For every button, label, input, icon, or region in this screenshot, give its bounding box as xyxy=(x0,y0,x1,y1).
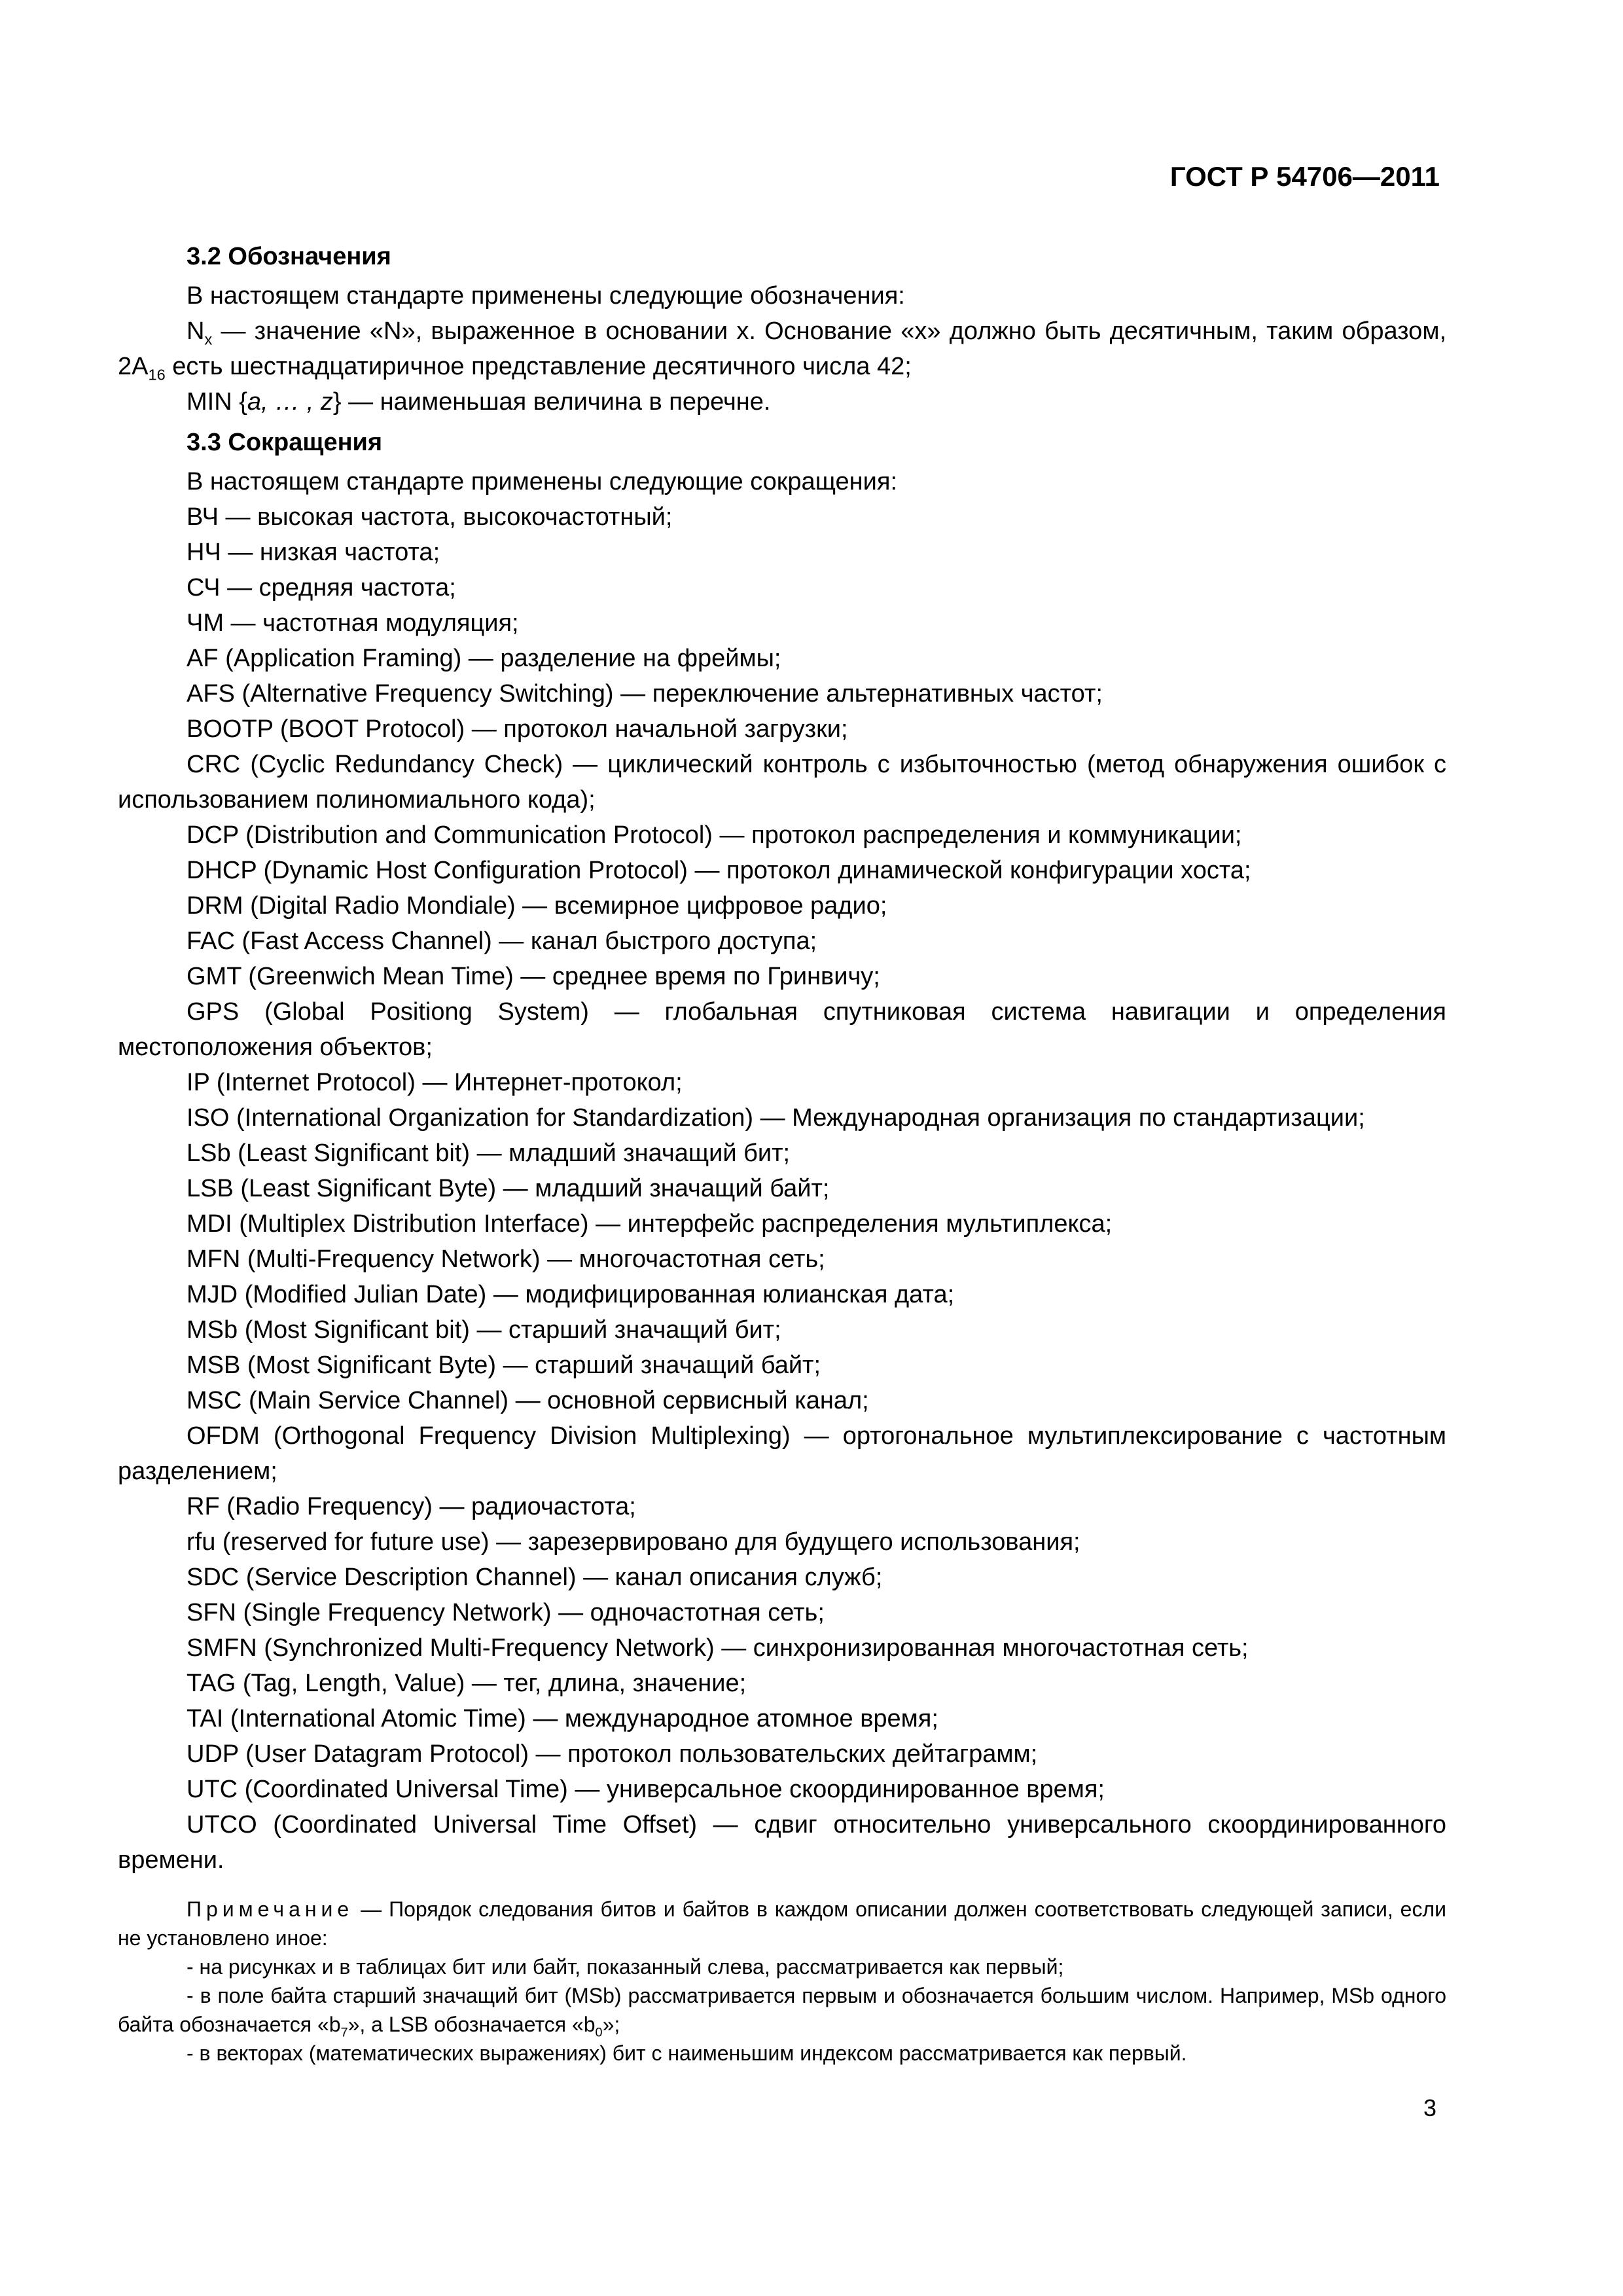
nx-text-a: — значение «N», выраженное в основании x. Основание «x» должно быть десятичным, таким образом, 2A xyxy=(118,317,1446,380)
abbreviation-item: CRC (Cyclic Redundancy Check) — циклический контроль с избыточностью (метод обнаружения ошибок с использованием полиномиального кода); xyxy=(118,751,1446,814)
note-lead-text: — Порядок следования битов и байтов в каждом описании должен соответствовать следующей записи, если не установлено иное: xyxy=(118,1897,1446,1950)
abbreviation-item: LSB (Least Significant Byte) — младший значащий байт; xyxy=(187,1175,830,1202)
abbreviation-item: UDP (User Datagram Protocol) — протокол пользовательских дейтаграмм; xyxy=(187,1740,1038,1768)
note-line2-a: - в поле байта старший значащий бит (MSb) рассматривается первым и обозначается большим числом. Например, MSb одного байта обозначается «b xyxy=(118,1984,1446,2036)
note-line: - в векторах (математических выражениях) бит с наименьшим индексом рассматривается как первый. xyxy=(187,2041,1187,2065)
abbreviation-item: НЧ — низкая частота; xyxy=(187,539,440,566)
abbreviation-item: rfu (reserved for future use) — зарезервировано для будущего использования; xyxy=(187,1528,1080,1556)
abbreviation-item: ВЧ — высокая частота, высокочастотный; xyxy=(187,503,673,531)
abbreviation-item: MSC (Main Service Channel) — основной сервисный канал; xyxy=(187,1387,869,1414)
note-line2-b: », а LSB обозначается «b xyxy=(348,2013,596,2036)
abbreviation-item: SMFN (Synchronized Multi-Frequency Network) — синхронизированная многочастотная сеть; xyxy=(187,1634,1249,1662)
section-heading-3-2: 3.2 Обозначения xyxy=(187,243,391,270)
abbreviation-item: SFN (Single Frequency Network) — одночастотная сеть; xyxy=(187,1599,825,1626)
abbreviation-item: MDI (Multiplex Distribution Interface) — интерфейс распределения мультиплекса; xyxy=(187,1210,1113,1238)
abbreviation-item: RF (Radio Frequency) — радиочастота; xyxy=(187,1493,636,1520)
note-sub-0: 0 xyxy=(595,2025,603,2040)
abbreviation-item: BOOTP (BOOT Protocol) — протокол начальной загрузки; xyxy=(187,715,848,743)
note-sub-7: 7 xyxy=(340,2025,348,2040)
abbreviation-item: MFN (Multi-Frequency Network) — многочастотная сеть; xyxy=(187,1246,825,1273)
abbreviation-item: DHCP (Dynamic Host Configuration Protocol) — протокол динамической конфигурации хоста; xyxy=(187,857,1251,884)
nx-subscript: x xyxy=(204,331,213,348)
abbreviation-item: SDC (Service Description Channel) — канал описания служб; xyxy=(187,1564,883,1591)
abbreviation-item: ISO (International Organization for Standardization) — Международная организация по стандартизации; xyxy=(187,1104,1365,1132)
abbreviation-item: СЧ — средняя частота; xyxy=(187,574,456,601)
body-text xyxy=(118,239,1446,2068)
document-code: ГОСТ Р 54706—2011 xyxy=(1169,161,1440,192)
abbreviation-item: GPS (Global Positiong System) — глобальная спутниковая система навигации и определения местоположения объектов; xyxy=(118,998,1446,1061)
page-number: 3 xyxy=(1423,2094,1436,2121)
abbreviation-item: DCP (Distribution and Communication Protocol) — протокол распределения и коммуникации; xyxy=(187,821,1242,849)
abbreviation-item: TAG (Tag, Length, Value) — тег, длина, значение; xyxy=(187,1670,747,1697)
abbreviation-item: ЧМ — частотная модуляция; xyxy=(187,609,519,637)
section-heading-3-3: 3.3 Сокращения xyxy=(187,429,383,456)
min-b: } — наименьшая величина в перечне. xyxy=(332,388,771,416)
abbreviation-item: OFDM (Orthogonal Frequency Division Multiplexing) — ортогональное мультиплексирование с частотным разделением; xyxy=(118,1422,1446,1485)
section-intro: В настоящем стандарте применены следующие обозначения: xyxy=(187,282,905,310)
abbreviation-item: UTCO (Coordinated Universal Time Offset) — сдвиг относительно универсального скоординированного времени. xyxy=(118,1811,1446,1874)
abbreviation-list xyxy=(118,499,1446,1878)
nx-text-b: есть шестнадцатиричное представление десятичного числа 42; xyxy=(165,353,912,380)
nx-subscript-16: 16 xyxy=(148,366,166,384)
min-a: MIN { xyxy=(187,388,247,416)
abbreviation-item: LSb (Least Significant bit) — младший значащий бит; xyxy=(187,1139,791,1167)
abbreviation-item: AFS (Alternative Frequency Switching) — переключение альтернативных частот; xyxy=(187,680,1103,708)
abbreviation-item: DRM (Digital Radio Mondiale) — всемирное цифровое радио; xyxy=(187,892,887,920)
note-line xyxy=(118,1981,1446,2039)
abbreviation-item: AF (Application Framing) — разделение на фреймы; xyxy=(187,645,781,672)
notation-min xyxy=(118,384,1446,420)
abbreviation-item: UTC (Coordinated Universal Time) — универсальное скоординированное время; xyxy=(187,1776,1105,1803)
abbreviation-item: IP (Internet Protocol) — Интернет-протокол; xyxy=(187,1069,683,1096)
note-block xyxy=(118,1895,1446,2068)
abbreviation-item: MSb (Most Significant bit) — старший значащий бит; xyxy=(187,1316,781,1344)
abbreviation-item: MJD (Modified Julian Date) — модифицированная юлианская дата; xyxy=(187,1281,955,1308)
abbreviation-item: TAI (International Atomic Time) — международное атомное время; xyxy=(187,1705,938,1732)
abbreviation-item: FAC (Fast Access Channel) — канал быстрого доступа; xyxy=(187,927,817,955)
abbreviation-item: MSB (Most Significant Byte) — старший значащий байт; xyxy=(187,1352,821,1379)
note-lead xyxy=(118,1895,1446,1952)
nx-base: N xyxy=(187,317,205,345)
min-vars: a, … , z xyxy=(247,388,333,416)
note-label: Примечание xyxy=(187,1897,354,1921)
note-line: - на рисунках и в таблицах бит или байт, показанный слева, рассматривается как первый; xyxy=(187,1955,1064,1979)
notation-nx xyxy=(118,314,1446,384)
section-intro: В настоящем стандарте применены следующие сокращения: xyxy=(187,468,898,495)
abbreviation-item: GMT (Greenwich Mean Time) — среднее время по Гринвичу; xyxy=(187,963,880,990)
note-line2-c: »; xyxy=(602,2013,620,2036)
